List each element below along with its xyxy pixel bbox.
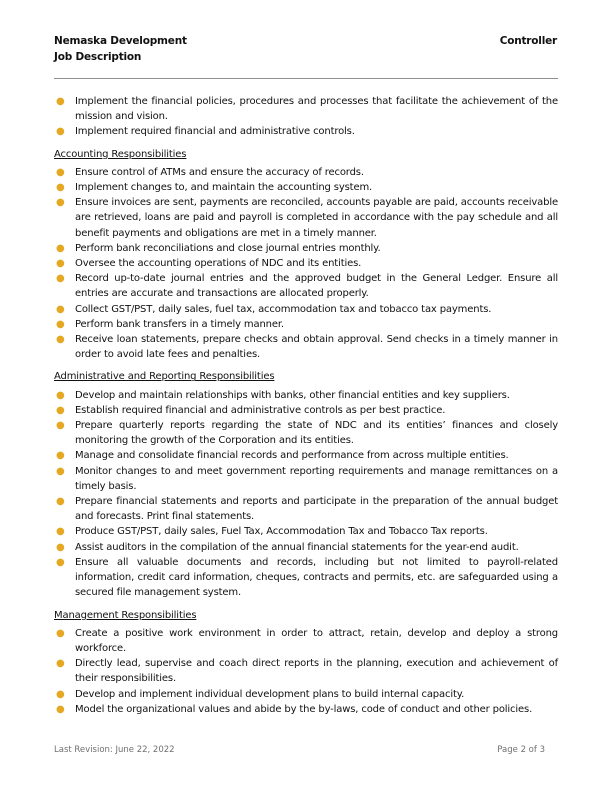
- bullet-icon: ●: [56, 556, 65, 568]
- bullet-icon: ●: [56, 166, 65, 178]
- bullet-icon: ●: [56, 627, 65, 639]
- list-item-text: Ensure invoices are sent, payments are reconciled, accounts payable are paid, accounts receivable are retrieved, loans are paid and payroll is completed in accordance with the pay schedule and all benefit payments and obligations are met in a timely manner.: [75, 197, 558, 239]
- list-item: [54, 317, 558, 332]
- intro-list: [54, 94, 558, 140]
- list-item: [54, 94, 558, 124]
- list-item: [54, 418, 558, 448]
- document-body: [54, 94, 558, 717]
- page-number: Page 2 of 3: [497, 745, 545, 755]
- last-revision: Last Revision: June 22, 2022: [54, 745, 175, 755]
- list-item: [54, 271, 558, 301]
- bullet-icon: ●: [56, 541, 65, 553]
- list-item: [54, 626, 558, 656]
- company-name: Nemaska Development: [54, 35, 187, 47]
- list-item-text: Implement changes to, and maintain the accounting system.: [75, 182, 373, 194]
- list-item: [54, 241, 558, 256]
- bullet-icon: ●: [56, 303, 65, 315]
- list-item-text: Develop and maintain relationships with banks, other financial entities and key suppliers.: [75, 389, 510, 401]
- bullet-icon: ●: [56, 404, 65, 416]
- bullet-icon: ●: [56, 126, 65, 138]
- list-item-text: Assist auditors in the compilation of the annual financial statements for the year-end audit.: [75, 541, 519, 553]
- list-item-text: Ensure control of ATMs and ensure the accuracy of records.: [75, 166, 364, 178]
- list-item-text: Perform bank reconciliations and close journal entries monthly.: [75, 242, 381, 254]
- bullet-icon: ●: [56, 389, 65, 401]
- bullet-icon: ●: [56, 688, 65, 700]
- section-heading-accounting: Accounting Responsibilities: [54, 148, 187, 160]
- list-item: [54, 332, 558, 362]
- position-title: Controller: [499, 35, 557, 47]
- list-item: [54, 656, 558, 686]
- list-item: [54, 180, 558, 195]
- list-item-text: Oversee the accounting operations of NDC and its entities.: [75, 258, 362, 270]
- list-item: [54, 388, 558, 403]
- list-item-text: Prepare financial statements and reports and participate in the preparation of the annual budget and forecasts. Print final statements.: [75, 496, 558, 523]
- list-item: [54, 448, 558, 463]
- bullet-icon: ●: [56, 465, 65, 477]
- bullet-icon: ●: [56, 197, 65, 209]
- list-item-text: Monitor changes to and meet government reporting requirements and manage remittances on a timely basis.: [75, 465, 558, 492]
- bullet-icon: ●: [56, 318, 65, 330]
- list-item: [54, 464, 558, 494]
- list-item-text: Receive loan statements, prepare checks and obtain approval. Send checks in a timely manner in order to avoid late fees and penalties.: [75, 334, 558, 361]
- bullet-icon: ●: [56, 182, 65, 194]
- list-item-text: Develop and implement individual development plans to build internal capacity.: [75, 688, 465, 700]
- document-header: [54, 33, 187, 65]
- list-item: [54, 124, 558, 139]
- list-item: [54, 165, 558, 180]
- list-item-text: Implement required financial and administrative controls.: [75, 126, 355, 138]
- bullet-icon: ●: [56, 526, 65, 538]
- list-item-text: Perform bank transfers in a timely manner.: [75, 318, 284, 330]
- list-item-text: Collect GST/PST, daily sales, fuel tax, accommodation tax and tobacco tax payments.: [75, 303, 492, 315]
- bullet-icon: ●: [56, 658, 65, 670]
- bullet-icon: ●: [56, 334, 65, 346]
- list-item-text: Implement the financial policies, procedures and processes that facilitate the achievement of the mission and vision.: [75, 96, 558, 123]
- list-item-text: Prepare quarterly reports regarding the state of NDC and its entities’ finances and closely monitoring the growth of the Corporation and its entities.: [75, 420, 558, 447]
- list-item: [54, 256, 558, 271]
- list-item: [54, 302, 558, 317]
- section-heading-management: Management Responsibilities: [54, 609, 197, 621]
- list-item: [54, 687, 558, 702]
- bullet-icon: ●: [56, 420, 65, 432]
- list-item: [54, 494, 558, 524]
- list-item-text: Ensure all valuable documents and records, including but not limited to payroll-related information, credit card information, cheques, contracts and permits, etc. are safeguarded using a secured file management system.: [75, 556, 558, 599]
- list-item-text: Produce GST/PST, daily sales, Fuel Tax, Accommodation Tax and Tobacco Tax reports.: [75, 526, 488, 538]
- accounting-list: [54, 165, 558, 363]
- bullet-icon: ●: [56, 703, 65, 715]
- list-item-text: Record up-to-date journal entries and the approved budget in the General Ledger. Ensure all entries are accurate and transactions are allocated properly.: [75, 273, 558, 300]
- bullet-icon: ●: [56, 258, 65, 270]
- list-item-text: Model the organizational values and abide by the by-laws, code of conduct and other policies.: [75, 703, 533, 715]
- list-item-text: Establish required financial and administrative controls as per best practice.: [75, 404, 446, 416]
- header-divider: [54, 78, 558, 79]
- list-item-text: Directly lead, supervise and coach direct reports in the planning, execution and achievement of their responsibilities.: [75, 658, 558, 685]
- list-item-text: Manage and consolidate financial records and performance from across multiple entities.: [75, 450, 509, 462]
- bullet-icon: ●: [56, 242, 65, 254]
- list-item: [54, 555, 558, 601]
- list-item: [54, 403, 558, 418]
- bullet-icon: ●: [56, 96, 65, 107]
- list-item: [54, 702, 558, 717]
- list-item: [54, 195, 558, 241]
- list-item-text: Create a positive work environment in order to attract, retain, develop and deploy a strong workforce.: [75, 627, 558, 654]
- document-type: Job Description: [54, 51, 142, 63]
- bullet-icon: ●: [56, 496, 65, 508]
- list-item: [54, 540, 558, 555]
- administrative-list: [54, 388, 558, 601]
- list-item: [54, 524, 558, 539]
- management-list: [54, 626, 558, 717]
- section-heading-administrative: Administrative and Reporting Responsibilities: [54, 371, 275, 383]
- bullet-icon: ●: [56, 450, 65, 462]
- bullet-icon: ●: [56, 273, 65, 285]
